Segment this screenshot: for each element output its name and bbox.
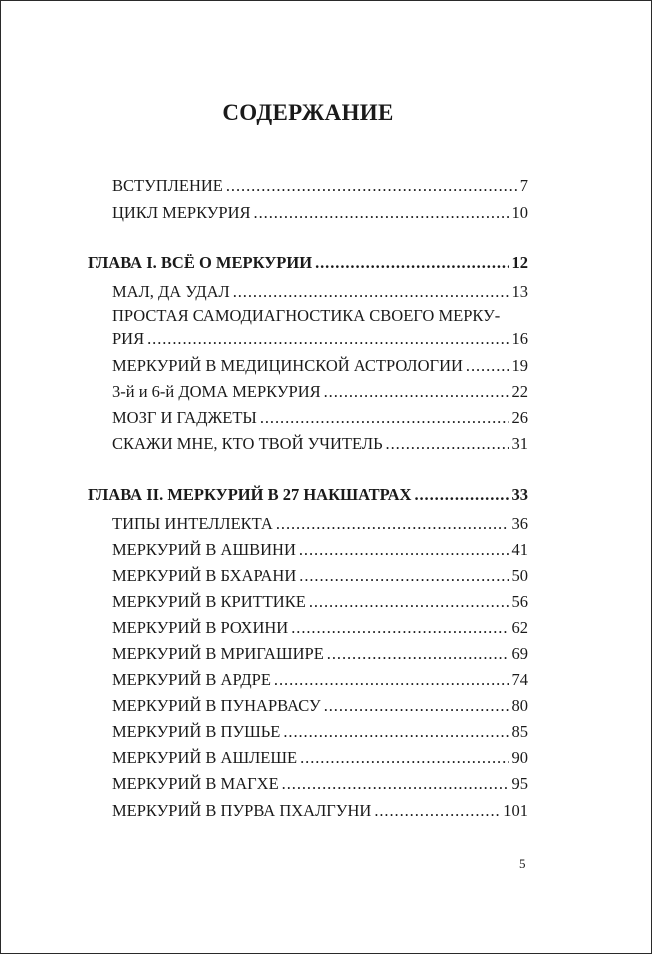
toc-chapter-label: ГЛАВА I. ВСЁ О МЕРКУРИИ (88, 253, 313, 272)
toc-page-number: 19 (511, 356, 528, 375)
leader-dots (386, 434, 509, 454)
toc-entry-label: МЕРКУРИЙ В МАГХЕ (112, 774, 279, 793)
toc-entry-intro[interactable] (112, 176, 528, 196)
toc-entry[interactable] (112, 748, 528, 768)
toc-entry[interactable] (112, 329, 528, 349)
toc-page-number: 10 (511, 203, 528, 222)
leader-dots (299, 540, 509, 560)
toc-page-number: 36 (511, 514, 528, 533)
toc-entry-label: МЕРКУРИЙ В МЕДИЦИНСКОЙ АСТРОЛОГИИ (112, 356, 463, 375)
toc-entry-label: РИЯ (112, 329, 145, 348)
toc-page-number: 101 (503, 801, 528, 820)
leader-dots (300, 748, 508, 768)
leader-dots (324, 382, 509, 402)
toc-entry-label: ТИПЫ ИНТЕЛЛЕКТА (112, 514, 273, 533)
toc-page-number: 31 (511, 434, 528, 453)
toc-page-number: 56 (511, 592, 528, 611)
toc-page-number: 22 (511, 382, 528, 401)
leader-dots (260, 408, 509, 428)
toc-entry-mercury-cycle[interactable] (112, 203, 528, 223)
toc-entry-label: МАЛ, ДА УДАЛ (112, 282, 230, 301)
toc-entry-label: ВСТУПЛЕНИЕ (112, 176, 223, 195)
toc-page-number: 80 (511, 696, 528, 715)
leader-dots (274, 670, 509, 690)
leader-dots (327, 644, 509, 664)
leader-dots (324, 696, 509, 716)
page-title: СОДЕРЖАНИЕ (222, 100, 394, 125)
toc-entry-label: МЕРКУРИЙ В ПУНАРВАСУ (112, 696, 321, 715)
toc-page-number: 7 (519, 176, 528, 195)
toc-entry[interactable] (112, 774, 528, 794)
toc-chapter-1[interactable] (88, 253, 528, 273)
toc-page-number: 85 (511, 722, 528, 741)
toc-entry-label: 3-й и 6-й ДОМА МЕРКУРИЯ (112, 382, 321, 401)
toc-entry[interactable] (112, 356, 528, 376)
leader-dots (283, 722, 508, 742)
toc-entry-label: МЕРКУРИЙ В ПУШЬЕ (112, 722, 281, 741)
leader-dots (254, 203, 509, 223)
toc-entry[interactable] (112, 592, 528, 612)
leader-dots (309, 592, 509, 612)
toc-entry-label: МЕРКУРИЙ В АРДРЕ (112, 670, 271, 689)
toc-page-number: 62 (511, 618, 528, 637)
toc-entry-label: МОЗГ И ГАДЖЕТЫ (112, 408, 257, 427)
toc-entry[interactable] (112, 408, 528, 428)
toc-entry[interactable] (112, 618, 528, 638)
toc-entry[interactable] (112, 514, 528, 534)
toc-entry[interactable] (112, 801, 528, 821)
leader-dots (147, 329, 508, 349)
page-number: 5 (519, 856, 526, 871)
toc-entry[interactable] (112, 670, 528, 690)
toc-entry[interactable] (112, 540, 528, 560)
toc-entry-label: ЦИКЛ МЕРКУРИЯ (112, 203, 251, 222)
toc-chapter-label: ГЛАВА II. МЕРКУРИЙ В 27 НАКШАТРАХ (88, 485, 412, 504)
toc-page-number: 41 (511, 540, 528, 559)
toc-entry-label: МЕРКУРИЙ В АШЛЕШЕ (112, 748, 298, 767)
toc-entry[interactable] (112, 282, 528, 302)
leader-dots (374, 801, 500, 821)
leader-dots (282, 774, 509, 794)
toc-chapter-2[interactable] (88, 485, 528, 505)
toc-entry-label: МЕРКУРИЙ В РОХИНИ (112, 618, 289, 637)
toc-page-number: 33 (511, 485, 528, 504)
toc-page-number: 16 (511, 329, 528, 348)
toc-entry[interactable] (112, 566, 528, 586)
leader-dots (226, 176, 517, 196)
leader-dots (276, 514, 509, 534)
leader-dots (233, 282, 509, 302)
toc-entry-label: МЕРКУРИЙ В КРИТТИКЕ (112, 592, 306, 611)
toc-page-number: 50 (511, 566, 528, 585)
toc-entry[interactable] (112, 434, 528, 454)
toc-page-number: 26 (511, 408, 528, 427)
toc-page-number: 74 (511, 670, 528, 689)
leader-dots (299, 566, 508, 586)
toc-entry[interactable] (112, 644, 528, 664)
toc-entry-label: СКАЖИ МНЕ, КТО ТВОЙ УЧИТЕЛЬ (112, 434, 383, 453)
toc-page-number: 13 (511, 282, 528, 301)
toc-entry-label: МЕРКУРИЙ В ПУРВА ПХАЛГУНИ (112, 801, 372, 820)
leader-dots (291, 618, 508, 638)
toc-entry[interactable] (112, 722, 528, 742)
toc-page-number: 90 (511, 748, 528, 767)
leader-dots (315, 253, 508, 273)
toc-entry-label: МЕРКУРИЙ В АШВИНИ (112, 540, 296, 559)
toc-entry-label: МЕРКУРИЙ В МРИГАШИРЕ (112, 644, 324, 663)
toc-page-number: 95 (511, 774, 528, 793)
leader-dots (414, 485, 508, 505)
toc-page-number: 69 (511, 644, 528, 663)
leader-dots (466, 356, 509, 376)
toc-entry-label: МЕРКУРИЙ В БХАРАНИ (112, 566, 297, 585)
toc-entry-label-line1[interactable]: ПРОСТАЯ САМОДИАГНОСТИКА СВОЕГО МЕРКУ- (112, 306, 501, 325)
toc-entry[interactable] (112, 382, 528, 402)
toc-page-number: 12 (511, 253, 528, 272)
toc-entry[interactable] (112, 696, 528, 716)
